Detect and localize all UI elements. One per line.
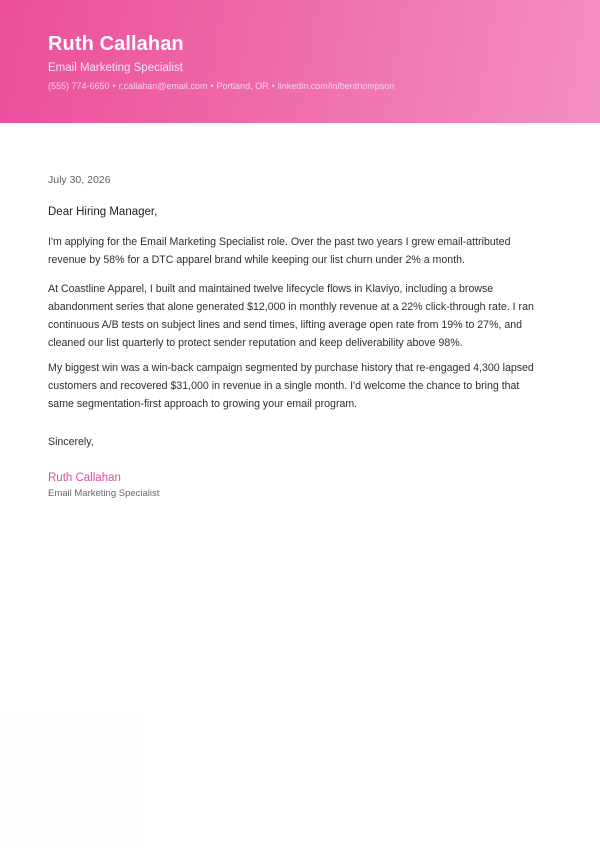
applicant-title: Email Marketing Specialist [48, 62, 183, 74]
contact-separator: • [112, 81, 116, 91]
salutation: Dear Hiring Manager, [48, 206, 158, 218]
contact-line [48, 81, 394, 91]
contact-linkedin[interactable]: linkedin.com/in/benthompson [277, 81, 395, 91]
body-paragraph-3: My biggest win was a win-back campaign segmented by purchase history that re-engaged 4,300 lapsed customers and recovered $31,000 in revenue in a single month. I'd welcome the chance to bring that same segmentation-first approach to growing your email program. [48, 362, 534, 410]
signature-title: Email Marketing Specialist [48, 488, 160, 499]
signature-name: Ruth Callahan [48, 472, 121, 484]
closing: Sincerely, [48, 436, 94, 448]
contact-location: Portland, OR [216, 81, 269, 91]
contact-separator: • [271, 81, 275, 91]
letter-date: July 30, 2026 [48, 174, 111, 186]
body-paragraph-2: At Coastline Apparel, I built and maintained twelve lifecycle flows in Klaviyo, including a browse abandonment series that alone generated $12,000 in monthly revenue at a 22% click-through rate. I ran continuous A/B tests on subject lines and send times, lifting average open rate from 19% to 27%, and cleaned our list quarterly to protect sender reputation and keep deliverability above 98%. [48, 283, 534, 349]
contact-phone: (555) 774-6650 [48, 81, 110, 91]
decorative-dot-pattern [0, 712, 140, 848]
header-banner [0, 0, 600, 123]
body-paragraph-1: I'm applying for the Email Marketing Specialist role. Over the past two years I grew email-attributed revenue by 58% for a DTC apparel brand while keeping our list churn under 2% a month. [48, 236, 511, 266]
contact-email[interactable]: r.callahan@email.com [118, 81, 208, 91]
applicant-name: Ruth Callahan [48, 33, 184, 55]
contact-separator: • [210, 81, 214, 91]
